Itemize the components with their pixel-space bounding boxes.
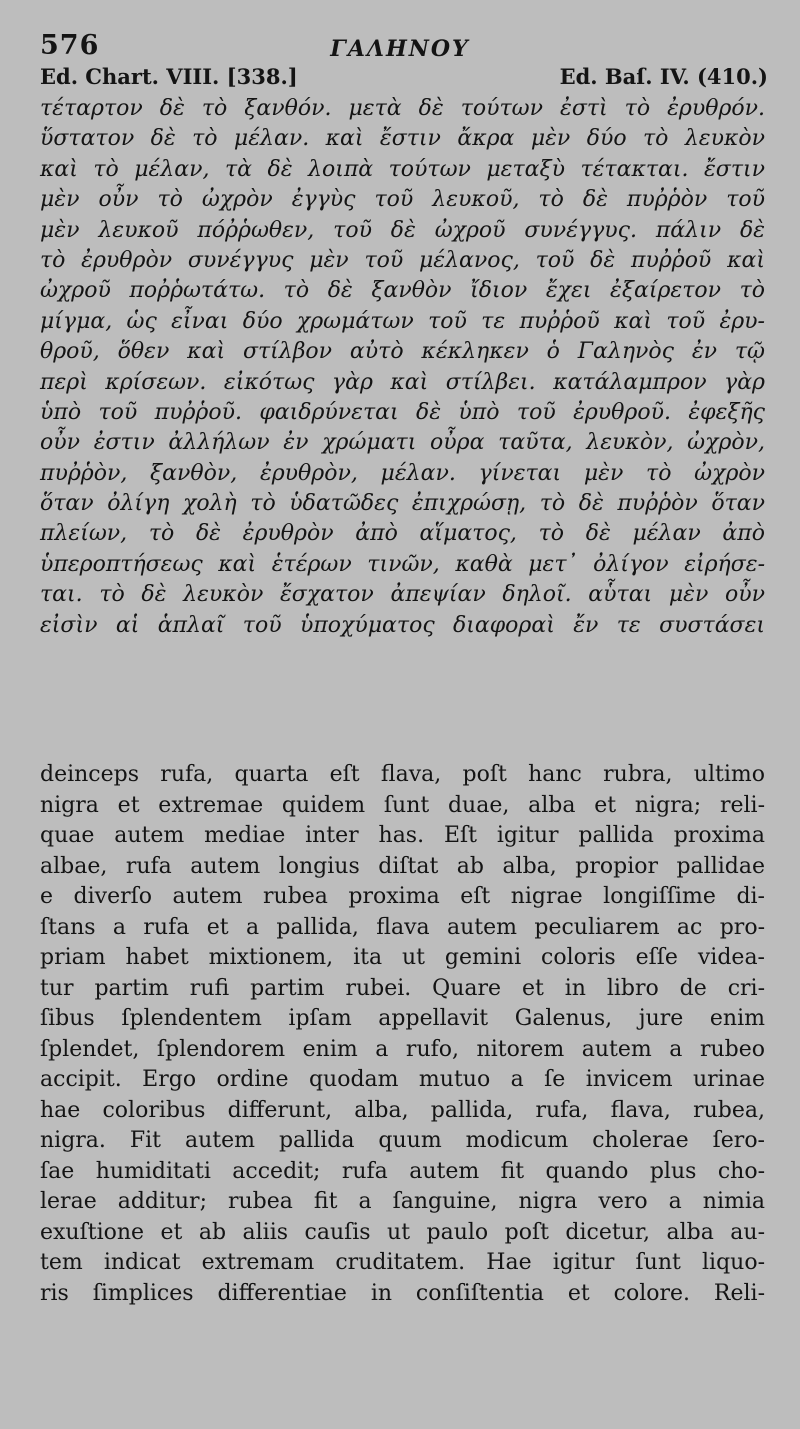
latin-line: ſtans a rufa et a pallida, flava autem peculiarem ac pro-: [40, 914, 765, 940]
greek-line: ὑπεροπτήσεως καὶ ἑτέρων τινῶν, καθὰ μετ᾽ ὀλίγον εἰρήσε-: [40, 551, 765, 577]
latin-line: deinceps rufa, quarta eſt flava, poſt hanc rubra, ultimo: [40, 762, 765, 787]
greek-line: ὅταν ὀλίγη χολὴ τὸ ὑδατῶδες ἐπιχρώσῃ, τὸ δὲ πυῤῥὸν ὅταν: [40, 491, 765, 517]
greek-line: τέταρτον δὲ τὸ ξανθόν. μετὰ δὲ τούτων ἐστὶ τὸ ἐρυθρόν.: [40, 96, 765, 121]
greek-line: ται. τὸ δὲ λευκὸν ἔσχατον ἀπεψίαν δηλοῖ. αὗται μὲν οὖν: [40, 582, 765, 608]
latin-line: lerae additur; rubea fit a ſanguine, nigra vero a nimia: [40, 1189, 765, 1214]
latin-line: tem indicat extremam cruditatem. Hae igitur ſunt liquo-: [40, 1250, 765, 1275]
latin-line: hae coloribus differunt, alba, pallida, rufa, flava, rubea,: [40, 1097, 765, 1123]
running-title: ΓΑΛΗΝΟΥ: [330, 36, 470, 62]
greek-line: περὶ κρίσεων. εἰκότως γὰρ καὶ στίλβει. κατάλαμπρον γὰρ: [40, 369, 765, 395]
latin-line: accipit. Ergo ordine quodam mutuo a ſe invicem urinae: [40, 1067, 765, 1092]
greek-line: εἰσὶν αἱ ἁπλαῖ τοῦ ὑποχύματος διαφοραὶ ἔν τε συστάσει: [40, 612, 765, 638]
latin-line: priam habet mixtionem, ita ut gemini coloris eſſe videa-: [40, 945, 765, 970]
greek-line: μὲν λευκοῦ πόῤῥωθεν, τοῦ δὲ ὠχροῦ συνέγγυς. πάλιν δὲ: [40, 217, 765, 243]
page-number: 576: [40, 30, 100, 61]
latin-line: exuſtione et ab aliis cauſis ut paulo poſt dicetur, alba au-: [40, 1219, 765, 1245]
edition-reference-left: Ed. Chart. VIII. [338.]: [40, 64, 298, 89]
greek-line: ὑπὸ τοῦ πυῤῥοῦ. φαιδρύνεται δὲ ὑπὸ τοῦ ἐρυθροῦ. ἐφεξῆς: [40, 399, 765, 425]
greek-line: μὲν οὖν τὸ ὠχρὸν ἐγγὺς τοῦ λευκοῦ, τὸ δὲ πυῤῥὸν τοῦ: [40, 187, 765, 213]
greek-line: μίγμα, ὡς εἶναι δύο χρωμάτων τοῦ τε πυῤῥοῦ καὶ τοῦ ἐρυ-: [40, 308, 765, 334]
latin-line: ris ſimplices differentiae in conſiſtentia et colore. Reli-: [40, 1280, 765, 1306]
latin-text-block: [40, 760, 765, 1309]
greek-text-block: [40, 94, 765, 641]
greek-line: θροῦ, ὅθεν καὶ στίλβον αὐτὸ κέκληκεν ὁ Γαληνὸς ἐν τῷ: [40, 339, 765, 365]
latin-line: albae, rufa autem longius diſtat ab alba, propior pallidae: [40, 853, 765, 879]
greek-line: τὸ ἐρυθρὸν συνέγγυς μὲν τοῦ μέλανος, τοῦ δὲ πυῤῥοῦ καὶ: [40, 247, 765, 273]
greek-line: πυῤῥὸν, ξανθὸν, ἐρυθρὸν, μέλαν. γίνεται μὲν τὸ ὠχρὸν: [40, 460, 765, 486]
edition-reference-right: Ed. Baſ. IV. (410.): [559, 64, 768, 89]
greek-line: ὠχροῦ ποῤῥωτάτω. τὸ δὲ ξανθὸν ἴδιον ἔχει ἐξαίρετον τὸ: [40, 278, 765, 304]
greek-line: ὕστατον δὲ τὸ μέλαν. καὶ ἔστιν ἄκρα μὲν δύο τὸ λευκὸν: [40, 126, 765, 152]
latin-line: ſplendet, ſplendorem enim a rufo, nitorem autem a rubeo: [40, 1036, 765, 1062]
latin-line: ſae humiditati accedit; rufa autem fit quando plus cho-: [40, 1158, 765, 1184]
latin-line: e diverſo autem rubea proxima eſt nigrae longiſſime di-: [40, 884, 765, 909]
greek-line: πλείων, τὸ δὲ ἐρυθρὸν ἀπὸ αἵματος, τὸ δὲ μέλαν ἀπὸ: [40, 521, 765, 547]
latin-line: ſibus ſplendentem ipſam appellavit Galenus, jure enim: [40, 1006, 765, 1031]
latin-line: quae autem mediae inter has. Eſt igitur pallida proxima: [40, 823, 765, 848]
greek-line: καὶ τὸ μέλαν, τὰ δὲ λοιπὰ τούτων μεταξὺ τέτακται. ἔστιν: [40, 156, 765, 182]
greek-line: οὖν ἐστιν ἀλλήλων ἐν χρώματι οὖρα ταῦτα, λευκὸν, ὠχρὸν,: [40, 430, 765, 456]
latin-line: nigra. Fit autem pallida quum modicum cholerae ſero-: [40, 1128, 765, 1153]
latin-line: nigra et extremae quidem ſunt duae, alba et nigra; reli-: [40, 792, 765, 818]
latin-line: tur partim rufi partim rubei. Quare et in libro de cri-: [40, 975, 765, 1001]
